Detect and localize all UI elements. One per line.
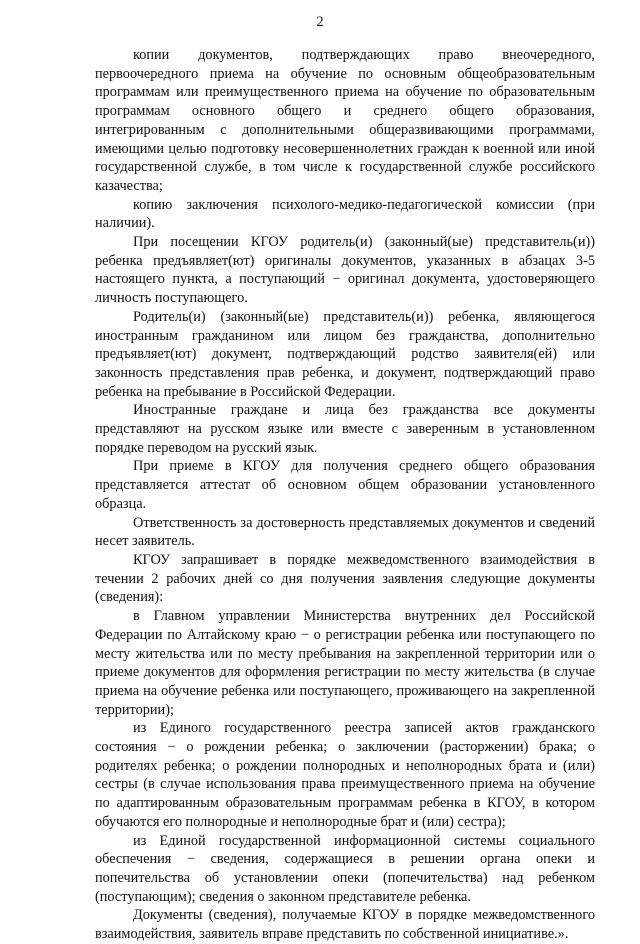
document-body [95, 46, 595, 944]
paragraph: Ответственность за достоверность представляемых документов и сведений несет заявитель. [95, 514, 595, 550]
paragraph: из Единого государственного реестра записей актов гражданского состояния − о рождении ребенка; о заключении (расторжении) брака; о родителях ребенка; о рождении полнородных и неполнородных брата и (или) сестры (в случае использования права преимущественного приема на обучение по адаптированным образовательным программам ребенка в КГОУ, в котором обучаются его полнородные и неполнородные брат и (или) сестра); [95, 720, 595, 830]
paragraph: При приеме в КГОУ для получения среднего общего образования представляется аттестат об основном общем образовании установленного образца. [95, 458, 595, 512]
paragraph: в Главном управлении Министерства внутренних дел Российской Федерации по Алтайскому краю − о регистрации ребенка или поступающего по месту жительства или по месту пребывания на закрепленной территории или о приеме документов для оформления регистрации по месту жительства (в случае приема на обучение ребенка или поступающего, проживающего на закрепленной территории); [95, 608, 595, 718]
paragraph: копии документов, подтверждающих право внеочередного, первоочередного приема на обучение по основным общеобразовательным программам или преимущественного приема на обучение по образовательным программам основного общего и среднего общего образования, интегрированным с дополнительными общеразвивающими программами, имеющими целью подготовку несовершеннолетних граждан к военной или иной государственной службе, в том числе к государственной службе российского казачества; [95, 47, 595, 194]
paragraph: копию заключения психолого-медико-педагогической комиссии (при наличии). [95, 196, 595, 232]
page-number: 2 [316, 14, 324, 30]
paragraph: При посещении КГОУ родитель(и) (законный(ые) представитель(и)) ребенка предъявляет(ют) оригиналы документов, указанных в абзацах 3-5 настоящего пункта, а поступающий − оригинал документа, удостоверяющего личность поступающего. [95, 234, 595, 307]
paragraph: КГОУ запрашивает в порядке межведомственного взаимодействия в течении 2 рабочих дней со дня получения заявления следующие документы (сведения): [95, 551, 595, 606]
paragraph: Документы (сведения), получаемые КГОУ в порядке межведомственного взаимодействия, заявитель вправе представить по собственной инициативе.». [95, 907, 595, 943]
paragraph: Родитель(и) (законный(ые) представитель(и)) ребенка, являющегося иностранным гражданином или лицом без гражданства, дополнительно предъявляет(ют) документ, подтверждающий родство заявителя(ей) или законность представления прав ребенка, и документ, подтверждающий право ребенка на пребывание в Российской Федерации. [95, 308, 595, 400]
paragraph: Иностранные граждане и лица без гражданства все документы представляют на русском языке или вместе с заверенным в установленном порядке переводом на русский язык. [95, 402, 595, 456]
paragraph: из Единой государственной информационной системы социального обеспечения − сведения, содержащиеся в решении органа опеки и попечительства об установлении опеки (попечительства) над ребенком (поступающим); сведения о законном представителе ребенка. [95, 832, 595, 905]
